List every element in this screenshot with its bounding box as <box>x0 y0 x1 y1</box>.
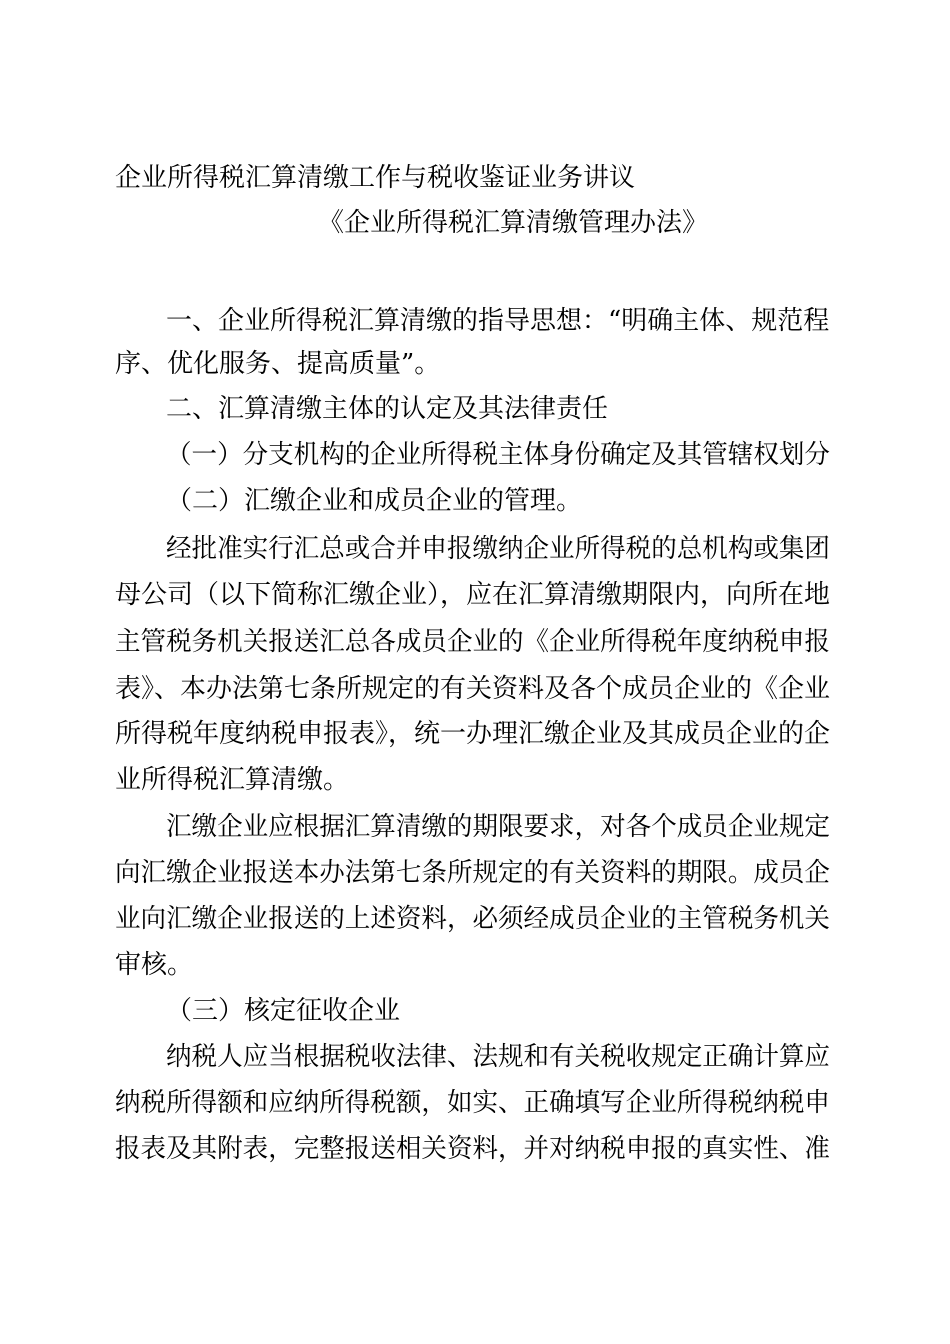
paragraph-line: 向汇缴企业报送本办法第七条所规定的有关资料的期限。成员企 <box>115 858 830 888</box>
section-heading: 二、汇算清缴主体的认定及其法律责任 <box>166 394 609 424</box>
paragraph-line: 经批准实行汇总或合并申报缴纳企业所得税的总机构或集团 <box>166 534 830 564</box>
document-title: 企业所得税汇算清缴工作与税收鉴证业务讲议 <box>115 163 636 193</box>
document-subtitle: 《企业所得税汇算清缴管理办法》 <box>318 208 709 238</box>
subsection-heading: （二）汇缴企业和成员企业的管理。 <box>166 486 583 516</box>
paragraph-line: 纳税人应当根据税收法律、法规和有关税收规定正确计算应 <box>166 1042 830 1072</box>
paragraph-line: 所得税年度纳税申报表》，统一办理汇缴企业及其成员企业的企 <box>115 719 831 749</box>
paragraph-line: 主管税务机关报送汇总各成员企业的《企业所得税年度纳税申报 <box>115 627 830 657</box>
paragraph-line: 业向汇缴企业报送的上述资料，必须经成员企业的主管税务机关 <box>115 904 830 934</box>
paragraph-line: 母公司（以下简称汇缴企业），应在汇算清缴期限内，向所在地 <box>115 580 831 610</box>
paragraph-line: 序、优化服务、提高质量”。 <box>115 349 441 379</box>
paragraph-line: 审核。 <box>115 950 194 980</box>
paragraph-line: 纳税所得额和应纳所得税额，如实、正确填写企业所得税纳税申 <box>115 1088 830 1118</box>
paragraph-line: 表》、本办法第七条所规定的有关资料及各个成员企业的《企业 <box>115 674 831 704</box>
paragraph-line: 一、企业所得税汇算清缴的指导思想：“明确主体、规范程 <box>166 306 830 336</box>
paragraph-line: 业所得税汇算清缴。 <box>115 765 350 795</box>
paragraph-line: 报表及其附表，完整报送相关资料，并对纳税申报的真实性、准 <box>115 1134 830 1164</box>
subsection-heading: （三）核定征收企业 <box>166 996 401 1026</box>
paragraph-line: 汇缴企业应根据汇算清缴的期限要求，对各个成员企业规定 <box>166 812 830 842</box>
subsection-heading: （一）分支机构的企业所得税主体身份确定及其管辖权划分 <box>166 440 830 470</box>
